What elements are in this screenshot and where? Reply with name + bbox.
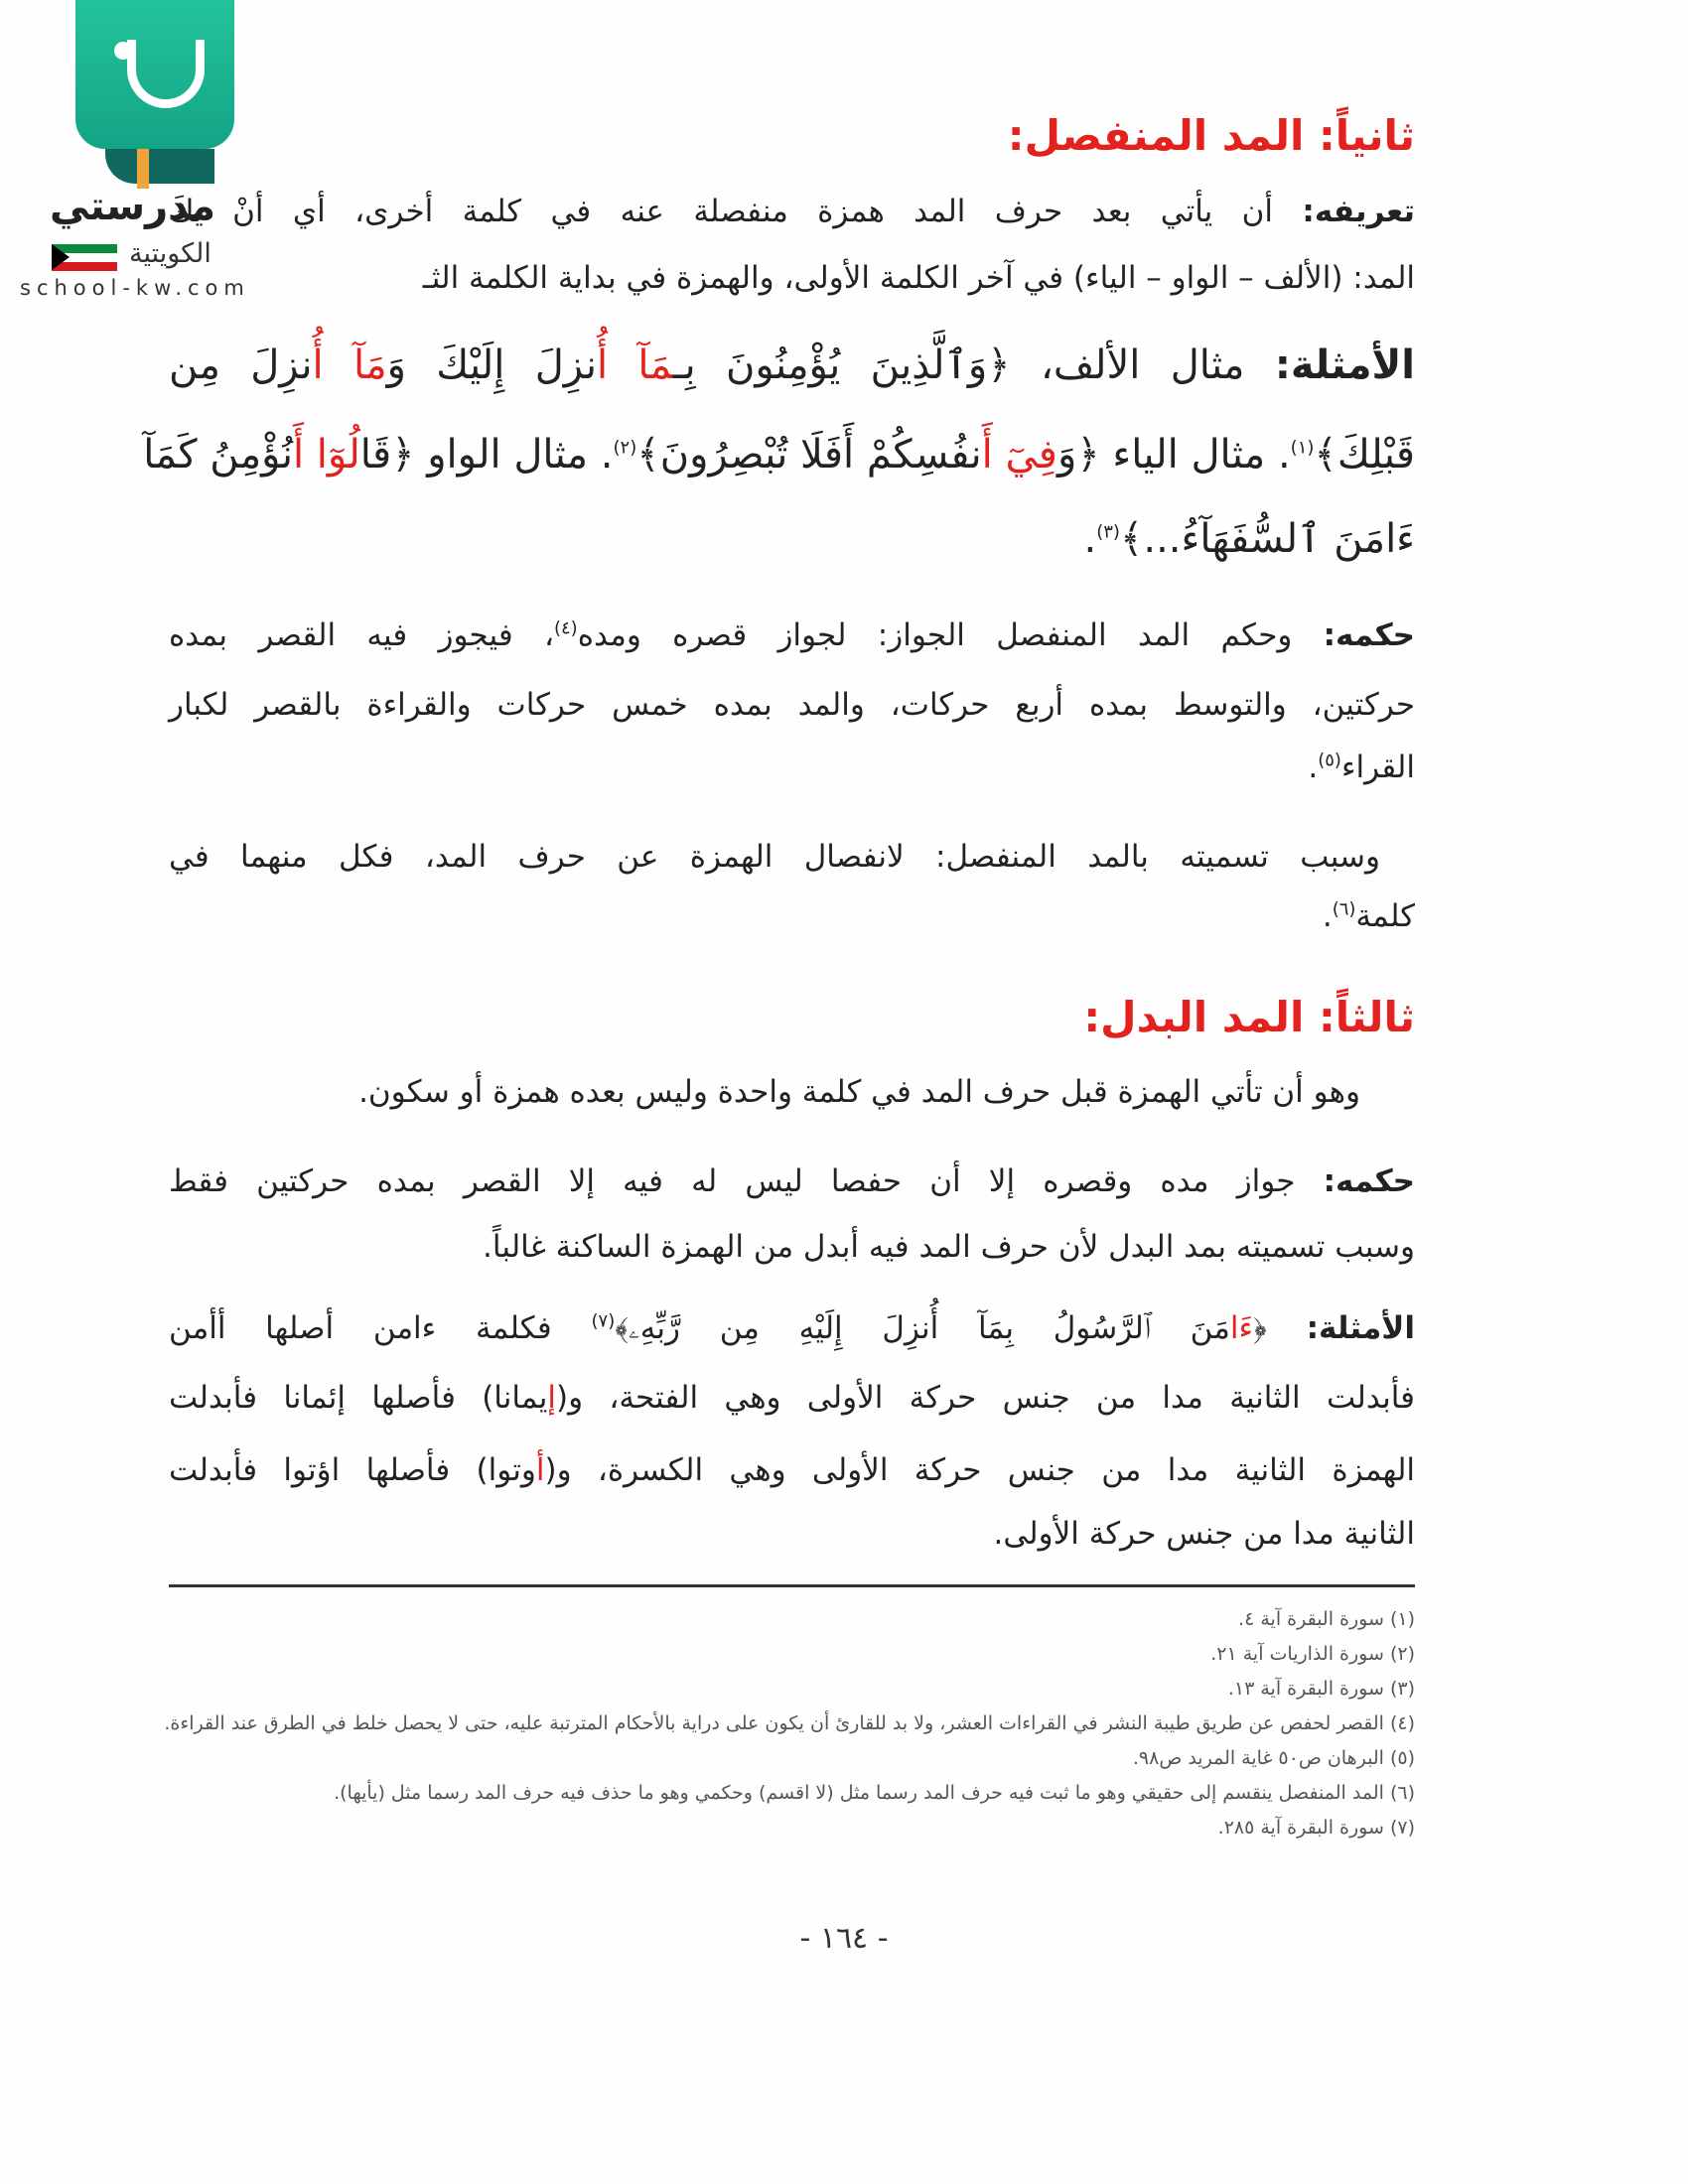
highlighted-text: إ: [547, 1380, 556, 1416]
text-line: [169, 750, 1415, 785]
logo-url[interactable]: school-kw.com: [20, 276, 250, 300]
text-segment: وسبب تسميته بمد البدل لأن حرف المد فيه أبدل من الهمزة الساكنة غالباً.: [483, 1229, 1415, 1265]
text-line: [169, 516, 1415, 562]
text-segment: قَبْلِكَ﴾: [1314, 432, 1415, 478]
text-line: [169, 342, 1415, 388]
text-segment: فأبدلت الثانية مدا من جنس حركة الأولى وهي الفتحة، و(: [555, 1380, 1415, 1416]
text-segment: .: [1308, 750, 1319, 785]
text-segment: نزِلَ إِلَيْكَ وَ: [386, 342, 597, 388]
text-line: [169, 617, 1415, 653]
logo-ribbon: [137, 149, 149, 189]
logo-country: الكويتية: [129, 238, 211, 269]
text-segment: وحكم المد المنفصل الجواز: لجواز قصره ومده: [577, 617, 1324, 653]
text-segment: القراء: [1340, 750, 1415, 785]
text-segment: كلمة: [1355, 898, 1415, 934]
text-segment: .: [1083, 516, 1097, 562]
text-segment: . مثال الواو ﴿قَا: [359, 432, 614, 478]
text-segment: فكلمة ءامن أصلها أأمن: [169, 1310, 592, 1346]
text-segment: الثانية مدا من جنس حركة الأولى.: [993, 1516, 1415, 1552]
text-line: [169, 1452, 1415, 1488]
text-line: [169, 898, 1415, 934]
text-line: [169, 1516, 1415, 1552]
text-segment: يمانا) فأصلها إئمانا فأبدلت: [169, 1380, 548, 1416]
footnote-item: (٣) سورة البقرة آية ١٣.: [1227, 1678, 1415, 1700]
text-line: [169, 1229, 1415, 1265]
highlighted-text: مَآ أُ: [596, 342, 673, 388]
footnote-ref[interactable]: (٧): [591, 1310, 616, 1332]
text-segment: مَنَ ٱلرَّسُولُ بِمَآ أُنزِلَ إِلَيْهِ مِن رَّبِّهِۦ﴾: [615, 1310, 1230, 1346]
text-segment: مثال الألف، ﴿وَٱلَّذِينَ يُؤْمِنُونَ بِـ: [672, 342, 1275, 388]
highlighted-text: ءَا: [1229, 1310, 1254, 1346]
text-line: [169, 194, 1415, 229]
text-segment: جواز مده وقصره إلا أن حفصا ليس له فيه إلا القصر بمده حركتين فقط: [169, 1163, 1324, 1199]
footnote-item: (٥) البرهان ص٥٠ غاية المريد ص٩٨.: [1132, 1747, 1415, 1769]
text-line: [143, 432, 1415, 478]
text-segment: وهو أن تأتي الهمزة قبل حرف المد في كلمة واحدة وليس بعده همزة أو سكون.: [358, 1074, 1360, 1110]
footnote-divider: [169, 1584, 1415, 1587]
text-segment: أن يأتي بعد حرف المد همزة منفصلة عنه في كلمة أخرى، أي أنْ يكَ: [169, 194, 1303, 229]
footnote-ref[interactable]: (٣): [1096, 521, 1120, 543]
text-line: [169, 1310, 1415, 1347]
kuwait-flag-icon: [52, 244, 117, 271]
footnote-ref[interactable]: (٥): [1318, 750, 1341, 771]
text-line: [169, 260, 1415, 296]
label-text: الأمثلة:: [1306, 1310, 1415, 1346]
text-segment: المد: (الألف – الواو – الياء) في آخر الكلمة الأولى، والهمزة في بداية الكلمة الثـ: [422, 260, 1415, 296]
text-segment: حركتين، والتوسط بمده أربع حركات، والمد بمده خمس حركات والقراءة بالقصر لكبار: [169, 687, 1415, 723]
footnote-item: (٧) سورة البقرة آية ٢٨٥.: [1217, 1817, 1415, 1839]
footnote-ref[interactable]: (١): [1290, 437, 1315, 459]
label-text: حكمه:: [1323, 1163, 1415, 1199]
section-heading-badal: ثالثاً: المد البدل:: [1083, 993, 1415, 1041]
text-segment: نفُسِكُمْ أَفَلَا تُبْصِرُونَ﴾: [636, 432, 982, 478]
text-segment: ، فيجوز فيه القصر بمده: [169, 617, 554, 653]
logo-book-spine: [105, 149, 214, 184]
text-segment: الهمزة الثانية مدا من جنس حركة الأولى وهي الكسرة، و(: [544, 1452, 1416, 1488]
text-segment: نُؤْمِنُ كَمَآ: [143, 432, 293, 478]
footnote-item: (٦) المد المنفصل ينقسم إلى حقيقي وهو ما ثبت فيه حرف المد رسما مثل (لا اقسم) وحكمي وهو ما حذف فيه حرف المد رسما مثل (يأيها).: [334, 1782, 1415, 1804]
text-segment: وسبب تسميته بالمد المنفصل: لانفصال الهمزة عن حرف المد، فكل منهما في: [169, 839, 1380, 875]
text-segment: . مثال الياء ﴿وَ: [1056, 432, 1291, 478]
text-line: [358, 1074, 1360, 1110]
text-segment: نزِلَ مِن: [169, 342, 313, 388]
text-segment: ءَامَنَ ٱلسُّفَهَآءُ...﴾: [1119, 516, 1415, 562]
text-line: [169, 1163, 1415, 1199]
footnote-ref[interactable]: (٦): [1332, 898, 1356, 920]
label-text: تعريفه:: [1302, 194, 1415, 229]
highlighted-text: أ: [535, 1452, 545, 1488]
footnote-ref[interactable]: (٢): [613, 437, 637, 459]
highlighted-text: لُوٓا أَ: [292, 432, 360, 478]
text-line: [169, 1380, 1415, 1416]
footnote-item: (١) سورة البقرة آية ٤.: [1238, 1608, 1415, 1630]
logo-name: مدرستي: [50, 184, 216, 229]
highlighted-text: مَآ أُ: [312, 342, 387, 388]
highlighted-text: فِيٓ أَ: [981, 432, 1057, 478]
footnote-item: (٤) القصر لحفص عن طريق طيبة النشر في القراءات العشر، ولا بد للقارئ أن يكون على دراية بالأحكام المترتبة عليه، حتى لا يحصل خلط في الطرق عند القراءة.: [164, 1712, 1415, 1734]
footnote-ref[interactable]: (٤): [553, 617, 578, 639]
text-line: [169, 839, 1380, 875]
label-text: حكمه:: [1323, 617, 1415, 653]
text-line: [169, 687, 1415, 723]
section-heading-munfasil: ثانياً: المد المنفصل:: [1007, 111, 1415, 160]
site-logo[interactable]: [20, 0, 298, 298]
footnote-item: (٢) سورة الذاريات آية ٢١.: [1210, 1643, 1415, 1665]
label-text: الأمثلة:: [1274, 342, 1416, 388]
text-segment: .: [1322, 898, 1333, 934]
text-segment: ﴿: [1253, 1310, 1307, 1346]
text-segment: وتوا) فأصلها اؤتوا فأبدلت: [169, 1452, 536, 1488]
page-number: - ١٦٤ -: [799, 1921, 889, 1956]
